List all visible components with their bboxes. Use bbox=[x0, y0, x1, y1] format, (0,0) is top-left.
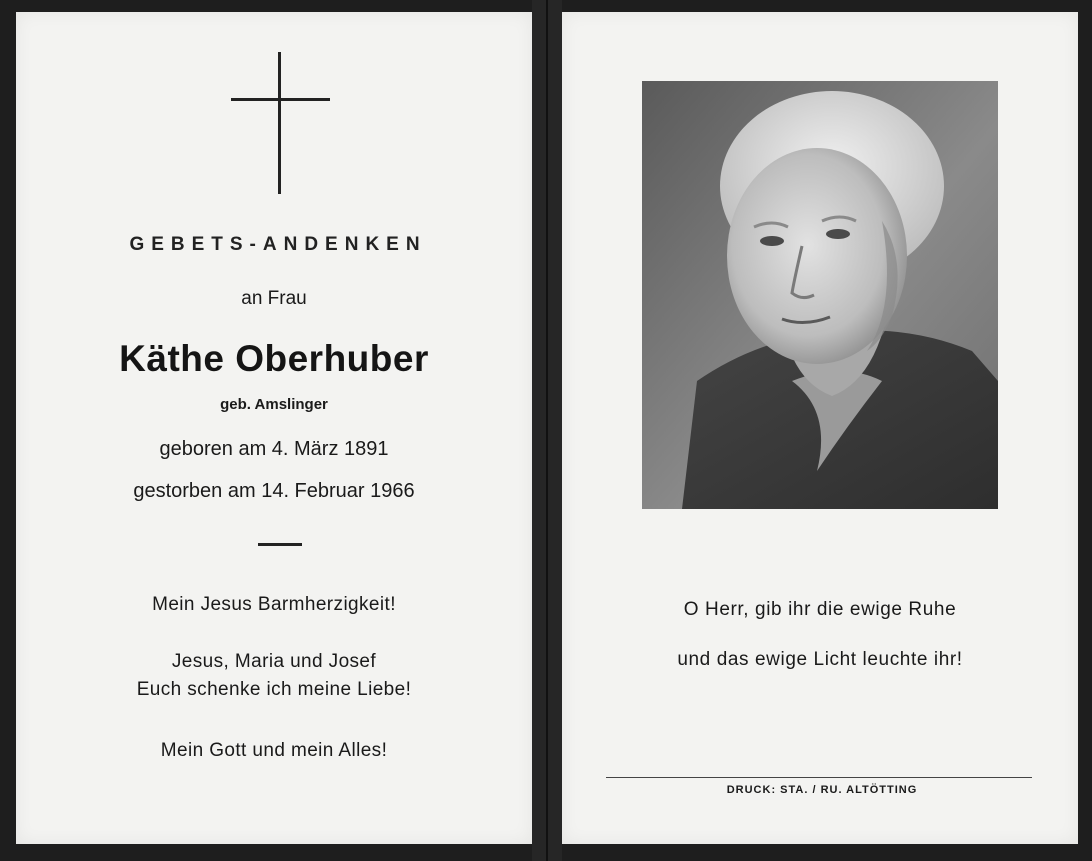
cross-icon-horizontal bbox=[231, 98, 330, 101]
salutation: an Frau bbox=[241, 288, 307, 309]
deceased-name: Käthe Oberhuber bbox=[119, 338, 429, 379]
birth-date: geboren am 4. März 1891 bbox=[159, 438, 389, 460]
divider bbox=[258, 543, 302, 546]
portrait-photo bbox=[642, 81, 998, 509]
card-fold-line bbox=[546, 0, 548, 861]
card-heading: GEBETS-ANDENKEN bbox=[129, 234, 427, 255]
prayer-line: Mein Jesus Barmherzigkeit! bbox=[152, 594, 396, 615]
verse-line: O Herr, gib ihr die ewige Ruhe bbox=[683, 599, 957, 620]
portrait-image bbox=[642, 81, 998, 509]
maiden-name: geb. Amslinger bbox=[220, 396, 328, 413]
death-date: gestorben am 14. Februar 1966 bbox=[133, 480, 415, 502]
cross-icon-vertical bbox=[278, 52, 281, 194]
prayer-line: Mein Gott und mein Alles! bbox=[160, 740, 388, 761]
prayer-line: Euch schenke ich meine Liebe! bbox=[136, 679, 412, 700]
footer-rule bbox=[606, 777, 1032, 778]
memorial-card-left bbox=[16, 12, 532, 844]
verse-line: und das ewige Licht leuchte ihr! bbox=[677, 649, 963, 670]
prayer-line: Jesus, Maria und Josef bbox=[171, 651, 377, 672]
printer-credit: DRUCK: STA. / RU. ALTÖTTING bbox=[726, 784, 918, 796]
memorial-card-right bbox=[562, 12, 1078, 844]
